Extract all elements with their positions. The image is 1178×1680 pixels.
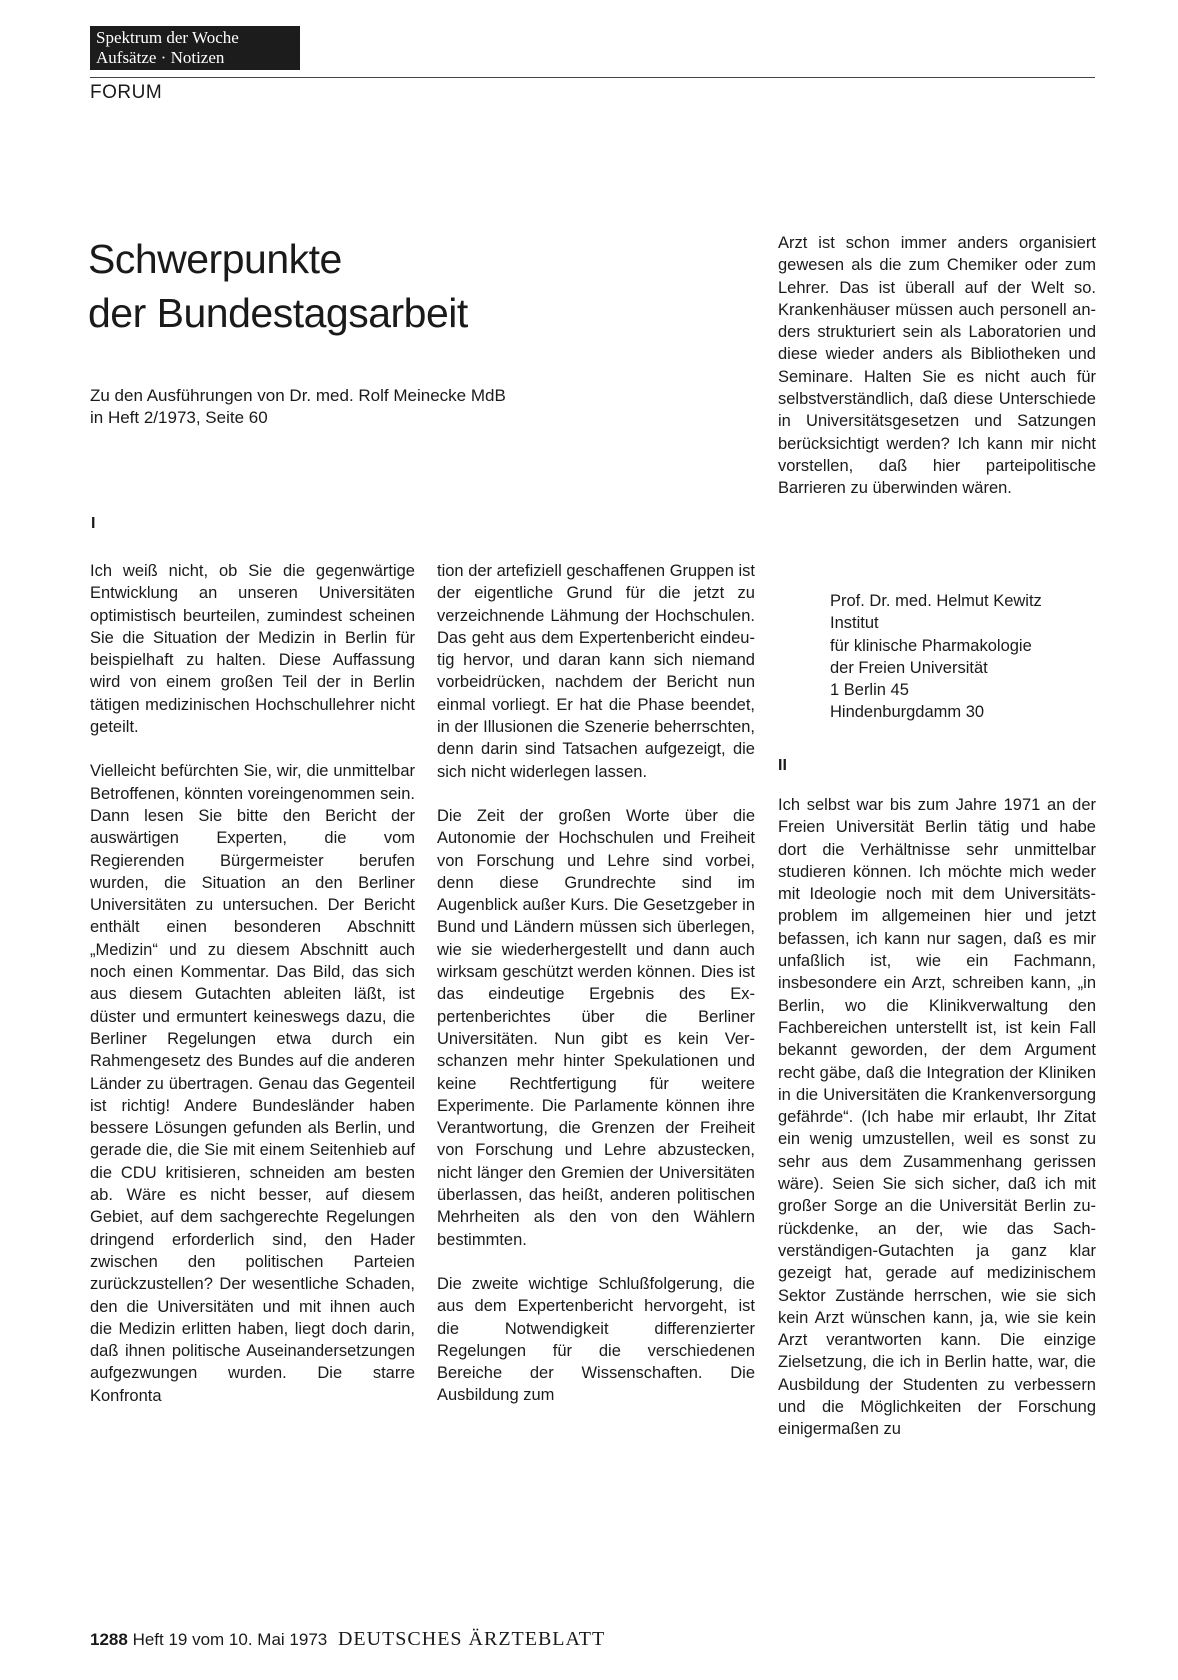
signature-name: Prof. Dr. med. Helmut Kewitz: [830, 592, 1042, 610]
column-3-letter-2: [778, 794, 1096, 1463]
subtitle-line-2: in Heft 2/1973, Seite 60: [90, 408, 268, 427]
page-footer: [90, 1628, 605, 1651]
section-label: FORUM: [90, 82, 163, 103]
issue-info: Heft 19 vom 10. Mai 1973: [132, 1630, 328, 1649]
column-1: [90, 560, 415, 1429]
signature-line: der Freien Universität: [830, 658, 988, 677]
paragraph: Ich weiß nicht, ob Sie die gegenwärtige Entwicklung an unseren Universitäten optimistisch beurteilen, zumindest scheinen Sie die Situation der Medizin in Berlin für beispielhaft zu halten. Diese Auffassung wird von einem großen Teil der in Berlin tätigen medizinischen Hochschullehrer nicht geteilt.: [90, 562, 415, 737]
badge-line-1: Spektrum der Woche: [96, 28, 239, 47]
article-title: [88, 232, 468, 340]
title-line-1: Schwerpunkte: [88, 236, 342, 282]
subtitle-line-1: Zu den Ausführungen von Dr. med. Rolf Meinecke MdB: [90, 386, 506, 405]
signature-line: Hindenburgdamm 30: [830, 703, 985, 722]
column-2: [437, 560, 755, 1429]
signature-block: [830, 590, 1042, 724]
journal-name: DEUTSCHES ÄRZTEBLATT: [337, 1628, 606, 1650]
paragraph: Die zweite wichtige Schlußfolgerung, die aus dem Expertenbericht hervorgeht, ist die Notwendigkeit differenzierter Regelungen für die verschiedenen Bereiche der Wissenschaften. Die Ausbildung zum: [437, 1274, 755, 1405]
page-number: 1288: [90, 1630, 128, 1649]
paragraph: Vielleicht befürchten Sie, wir, die unmittelbar Betroffenen, könnten voreingenommen sein. Dann lesen Sie bitte den Bericht der auswärtigen Experten, die vom Regierenden Bürgermeister berufen wurden, die Situation an den Berliner Universitäten zu untersuchen. Der Bericht enthält einen besonderen Abschnitt „Medizin“ und zu diesem Abschnitt auch noch einen Kommentar. Das Bild, das sich aus diesem Gutachten ableiten läßt, ist düster und ermuntert keineswegs dazu, die Berliner Regelungen etwa durch ein Rahmengesetz des Bundes auf die anderen Länder zu übertragen. Genau das Gegenteil ist richtig! Andere Bundesländer haben bessere Lösungen gefunden als Berlin, und gerade die, die Sie mit einem Seitenhieb auf die CDU kritisieren, schneiden am besten ab. Wäre es nicht besser, auf diesem Gebiet, auf dem sachgerechte Regelungen dringend erforderlich sind, den Hader zwischen den politischen Parteien zurückzustellen? Der wesentliche Schaden, den die Universitäten und mit ihnen auch die Medizin erlitten haben, liegt doch darin, daß ihnen politische Auseinandersetzungen aufgezwungen wurden. Die starre Konfronta: [90, 762, 415, 1405]
title-line-2: der Bundestagsarbeit: [88, 290, 468, 336]
section-badge: [90, 26, 300, 70]
badge-line-2: Aufsätze · Notizen: [96, 48, 225, 67]
letter-marker-2: II: [778, 757, 787, 774]
paragraph: Ich selbst war bis zum Jahre 1971 an der Freien Universität Berlin tätig und habe dort die Verhältnisse sehr unmittelbar studieren können. Ich möchte mich weder mit Ideologie noch mit dem Universitätsproblem im allgemeinen hier und jetzt befassen, ich kann nur sagen, daß es mir unfaßlich ist, wie ein Fachmann, insbesondere ein Arzt, schreiben kann, „in Berlin, wo die Klinikverwaltung den Fachbereichen unterstellt ist, ist kein Fall bekannt geworden, der dem Argument recht gäbe, daß die Integration der Kliniken in die Universitäten die Krankenversorgung gefährde“. (Ich habe mir erlaubt, Ihr Zitat ein wenig umzustellen, weil es sonst zu sehr aus dem Zusammenhang gerissen wäre). Seien Sie sich sicher, daß ich mit großer Sorge an die Universität Berlin zurückdenke, an der, wie das Sachverständigen-Gutachten ja ganz klar gezeigt hat, gerade auf medizinischem Sektor Zustände herrschen, wie sie sich kein Arzt wünschen kann, ja, wie sie kein Arzt verantworten kann. Die einzige Zielsetzung, die ich in Berlin hatte, war, die Ausbildung der Studenten zu verbessern und die Möglichkeiten der Forschung einigermaßen zu: [778, 796, 1096, 1439]
signature-line: 1 Berlin 45: [830, 681, 909, 700]
paragraph: Die Zeit der großen Worte über die Autonomie der Hochschulen und Freiheit von Forschung und Lehre sind vorbei, denn diese Grundrechte sind im Augenblick außer Kurs. Die Gesetzgeber in Bund und Ländern müssen sich überlegen, wie sie wiederhergestellt und dann auch wirksam geschützt werden können. Dies ist das eindeutige Ergebnis des Expertenberichtes über die Berliner Universitäten. Nun gibt es kein Verschanzen mehr hinter Spekulationen und keine Rechtfertigung für weitere Experimente. Die Parlamente können ihre Verantwortung, die Grenzen der Freiheit von Forschung und Lehre abzustecken, nicht länger den Gremien der Universitäten überlassen, das heißt, anderen politischen Mehrheiten als den von den Wählern bestimmten.: [437, 806, 755, 1249]
article-subtitle: [90, 385, 610, 429]
paragraph: Arzt ist schon immer anders organisiert gewesen als die zum Chemiker oder zum Lehrer. Das ist überall auf der Welt so. Krankenhäuser müssen auch personell anders strukturiert sein als Laboratorien und diese wieder anders als Bibliotheken und Seminare. Halten Sie es nicht auch für selbstverständlich, daß diese Unterschiede in Universitätsgesetzen und Satzungen berücksichtigt werden? Ich kann mir nicht vorstellen, daß hier parteipolitische Barrieren zu überwinden wären.: [778, 234, 1096, 498]
column-3: [778, 232, 1096, 522]
letter-marker-1: I: [91, 515, 96, 532]
signature-line: für klinische Pharmakologie: [830, 636, 1032, 655]
signature-line: Institut: [830, 614, 879, 633]
header-rule: [90, 77, 1095, 78]
paragraph: tion der artefiziell geschaffenen Gruppen ist der eigentliche Grund für die jetzt zu verzeichnende Lähmung der Hochschulen. Das geht aus dem Expertenbericht eindeutig hervor, und daran kann sich niemand vorbeidrücken, nachdem der Bericht nun einmal vorliegt. Er hat die Phase beendet, in der Illusionen die Szenerie beherrschten, denn darin sind Tatsachen aufgezeigt, die sich nicht widerlegen lassen.: [437, 562, 755, 781]
